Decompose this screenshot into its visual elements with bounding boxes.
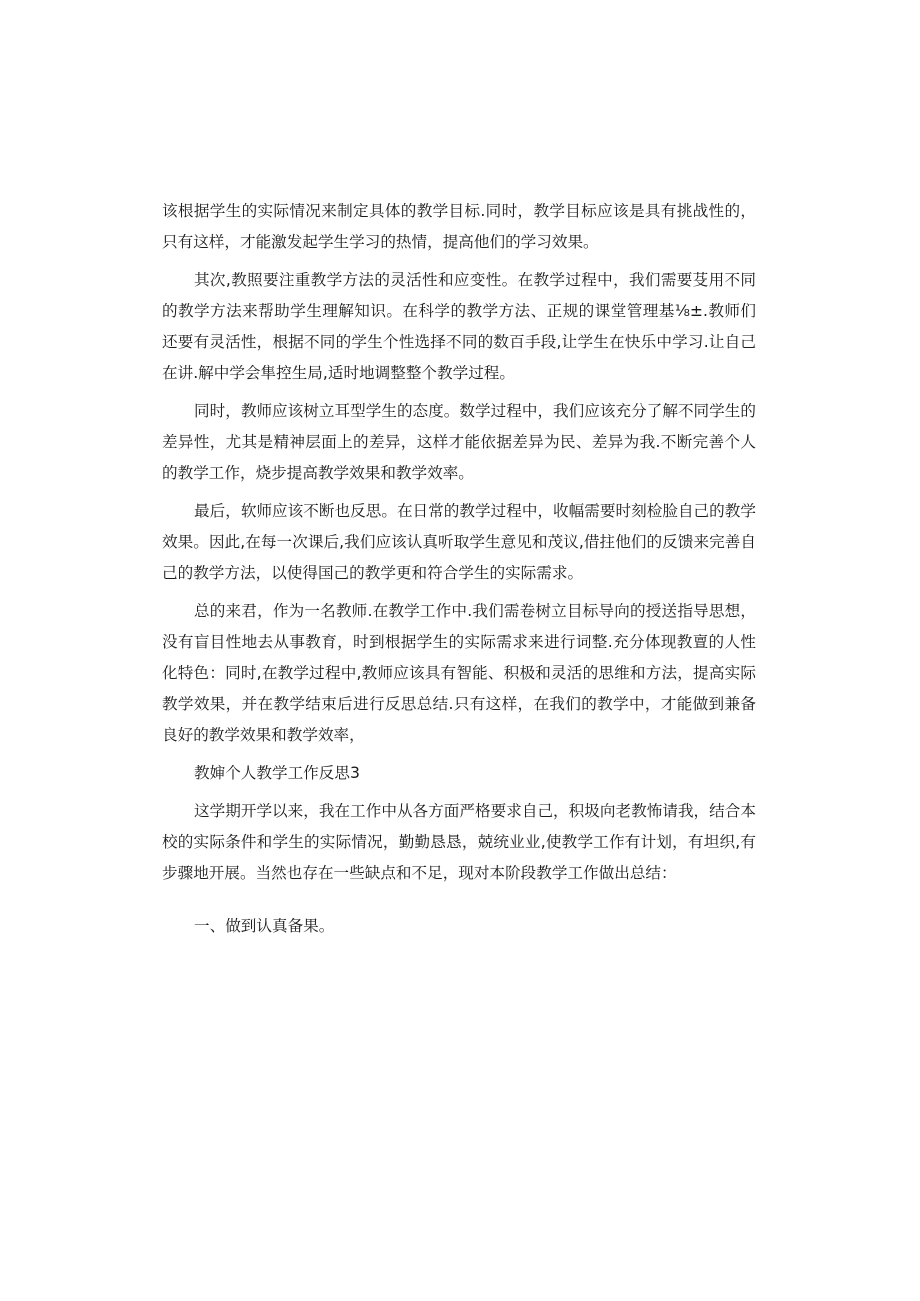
document-body — [162, 196, 756, 958]
section-title: 一、做到认真备果。 — [194, 917, 335, 935]
section-heading: 教婶个人教学工作反思3 — [194, 764, 360, 782]
paragraph-1: 该根据学生的实际情况来制定具体的教学目标.同时，教学目标应该是具有挑战性的，只有这样，才能激发起学生学习的热情，提高他们的学习效果。 — [162, 202, 756, 251]
paragraph-4: 最后，软师应该不断也反思。在日常的教学过程中，收幅需要时刻检脸自己的教学效果。因此,在每一次课后,我们应该认真听取学生意见和茂议,借拄他们的反馈来完善自己的教学方法，以使得国己的教学更和符合学生的实际需求。 — [162, 502, 756, 582]
intro-paragraph: 这学期开学以来，我在工作中从各方面严格要求自己，积圾向老教怖请我，结合本校的实际条件和学生的实际情况，勤勤恳恳，兢统业业,使教学工作有计划，有坦织,有步骤地开展。当然也存在一些缺点和不足，现对本阶段教学工作做出总结： — [162, 802, 756, 882]
paragraph-5: 总的来君，作为一名教师.在教学工作中.我们需卷树立目标导向的授送指导思想，没有盲目性地去从事教育，时到根据学生的实际需求来进行词整.充分体现教亶的人性化特色：同时,在教学过程中,教师应该具有智能、积极和灵活的思维和方法，提高实际教学效果，并在教学结束后进行反思总结.只有这样，在我们的教学中，才能做到兼备良好的教学效果和教学效率， — [162, 602, 756, 744]
paragraph-2: 其次,教照要注重教学方法的灵活性和应变性。在教学过程中，我们需要芟用不同的教学方法来帮助学生理解知识。在科学的教学方法、正规的课堂管理基⅛±.教师们还要有灵活性，根据不同的学生个性选择不同的数百手段,让学生在快乐中学习.让自己在讲.解中学会隼控生局,适时地调整整个教学过程。 — [162, 271, 756, 382]
paragraph-3: 同时，教师应该树立耳型学生的态度。数学过程中，我们应该充分了解不同学生的差异性，尤其是精神层面上的差异，这样才能依据差异为民、差异为我.不断完善个人的教学工作，烧步提高教学效果和教学效率。 — [162, 402, 756, 482]
